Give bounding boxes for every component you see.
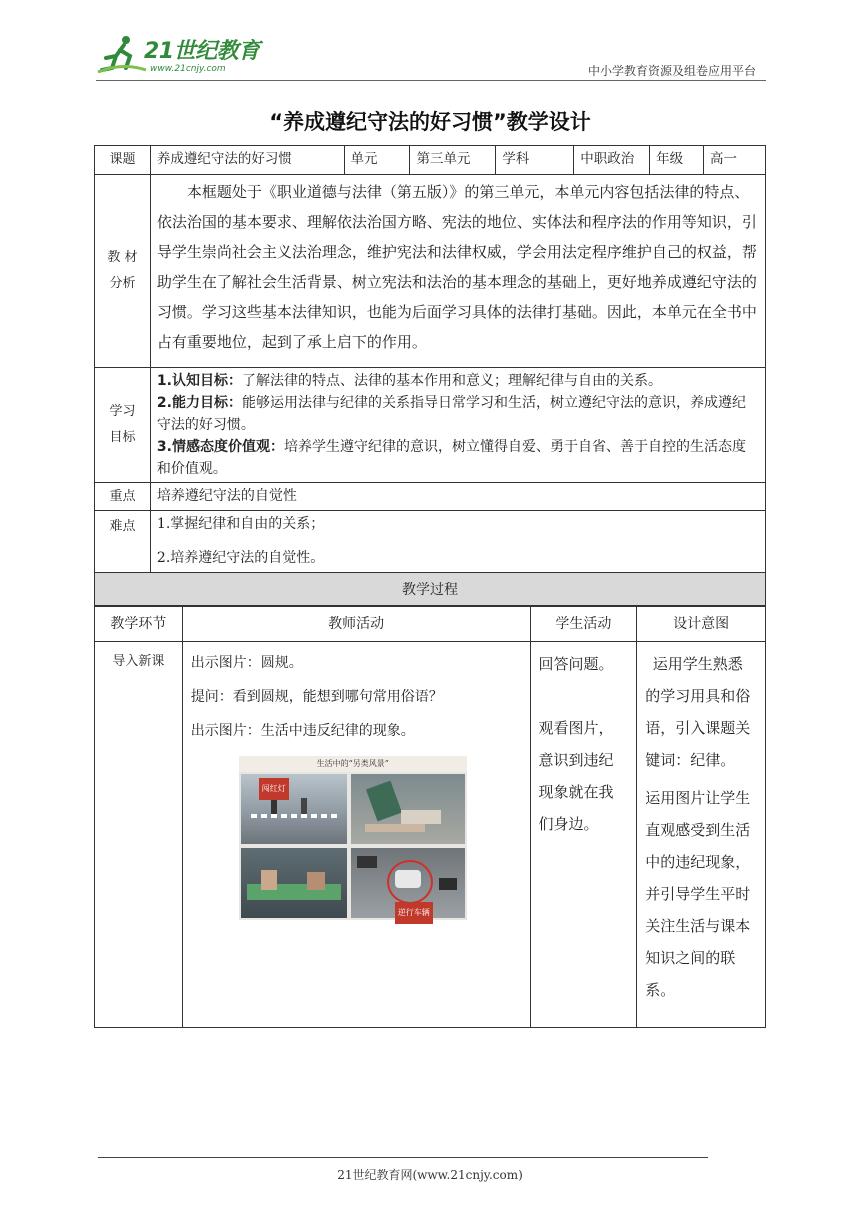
analysis-label: 教 材 分析 (95, 175, 151, 368)
grade-label: 年级 (650, 146, 704, 175)
teacher-activity (182, 642, 530, 1028)
goals-label: 学习 目标 (95, 368, 151, 483)
analysis-text: 本框题处于《职业道德与法律（第五版）》的第三单元，本单元内容包括法律的特点、依法治国的基本要求、理解依法治国方略、宪法的地位、实体法和程序法的作用等知识，引导学生崇尚社会主义法治理念，维护宪法和法律权威，学会用法定程序维护自己的权益，帮助学生在了解社会生活背景、树立宪法和法治的基本理念的基础上，更好地养成遵纪守法的习惯。学习这些基本法律知识，也能为后面学习具体的法律打基础。因此，本单元在全书中占有重要地位，起到了承上启下的作用。 (150, 175, 765, 368)
goal-item: 1.认知目标：了解法律的特点、法律的基本作用和意义；理解纪律与自由的关系。 (156, 373, 662, 389)
photo-caption: 生活中的“另类风景” (239, 756, 467, 772)
key-point-label: 重点 (95, 483, 151, 511)
teacher-step: 提问：看到圆规，能想到哪句常用俗语？ (190, 689, 443, 705)
analysis-row (95, 175, 766, 368)
litter-photo (351, 774, 465, 844)
goals-list (150, 368, 765, 483)
document-title: “养成遵纪守法的好习惯”教学设计 (269, 110, 591, 134)
col-stage: 教学环节 (95, 607, 183, 642)
logo-url: www.21cnjy.com (150, 64, 226, 74)
goal-item: 3.情感态度价值观：培养学生遵守纪律的意识，树立懂得自爱、勇于自省、善于自控的生活态度和价值观。 (156, 439, 746, 477)
difficulty-row (95, 511, 766, 573)
design-intent (637, 642, 766, 1028)
header-divider (96, 80, 766, 81)
process-row (95, 642, 766, 1028)
grade-value: 高一 (704, 146, 766, 175)
col-student: 学生活动 (530, 607, 637, 642)
process-heading: 教学过程 (94, 572, 766, 606)
runner-logo-icon (96, 34, 148, 74)
sleeping-passengers-photo (241, 848, 347, 918)
col-teacher: 教师活动 (182, 607, 530, 642)
difficulty-item: 1.掌握纪律和自由的关系； (156, 516, 325, 532)
page-header (96, 30, 766, 82)
process-header-row (95, 607, 766, 642)
footer-divider (98, 1157, 708, 1158)
subject-value: 中职政治 (574, 146, 650, 175)
teacher-step: 出示图片：圆规。 (190, 655, 303, 671)
goal-item: 2.能力目标：能够运用法律与纪律的关系指导日常学习和生活，树立遵纪守法的意识，养成遵纪守法的好习惯。 (156, 395, 746, 433)
difficulty-label: 难点 (95, 511, 151, 573)
student-step: 观看图片，意识到违纪现象就在我们身边。 (538, 719, 614, 833)
intent-text: 运用学生熟悉的学习用具和俗语，引入课题关键词：纪律。 (645, 655, 751, 769)
site-logo[interactable] (96, 30, 266, 78)
subject-label: 学科 (496, 146, 574, 175)
footer-link[interactable]: 21世纪教育网(www.21cnjy.com) (337, 1168, 523, 1182)
violation-photo-collage (239, 756, 467, 920)
topic-value: 养成遵纪守法的好习惯 (150, 146, 344, 175)
platform-name: 中小学教育资源及组卷应用平台 (587, 64, 756, 78)
teacher-step: 出示图片：生活中违反纪律的现象。 (190, 723, 415, 739)
goals-row (95, 368, 766, 483)
crossing-photo (241, 774, 347, 844)
key-point-text: 培养遵纪守法的自觉性 (150, 483, 765, 511)
wrong-way-tag: 逆行车辆 (395, 902, 433, 924)
key-point-row (95, 483, 766, 511)
info-row (95, 146, 766, 175)
process-table (94, 606, 766, 1028)
difficulty-list (150, 511, 765, 573)
stage-cell: 导入新课 (95, 642, 183, 1028)
topic-label: 课题 (95, 146, 151, 175)
student-activity (530, 642, 637, 1028)
lesson-info-table (94, 145, 766, 573)
col-intent: 设计意图 (637, 607, 766, 642)
unit-value: 第三单元 (410, 146, 496, 175)
logo-text: 21世纪教育 (144, 39, 260, 64)
student-step: 回答问题。 (538, 655, 614, 673)
intent-text: 运用图片让学生直观感受到生活中的违纪现象，并引导学生平时关注生活与课本知识之间的联系。 (645, 789, 751, 999)
red-light-tag: 闯红灯 (259, 778, 289, 800)
difficulty-item: 2.培养遵纪守法的自觉性。 (156, 550, 325, 566)
unit-label: 单元 (344, 146, 410, 175)
